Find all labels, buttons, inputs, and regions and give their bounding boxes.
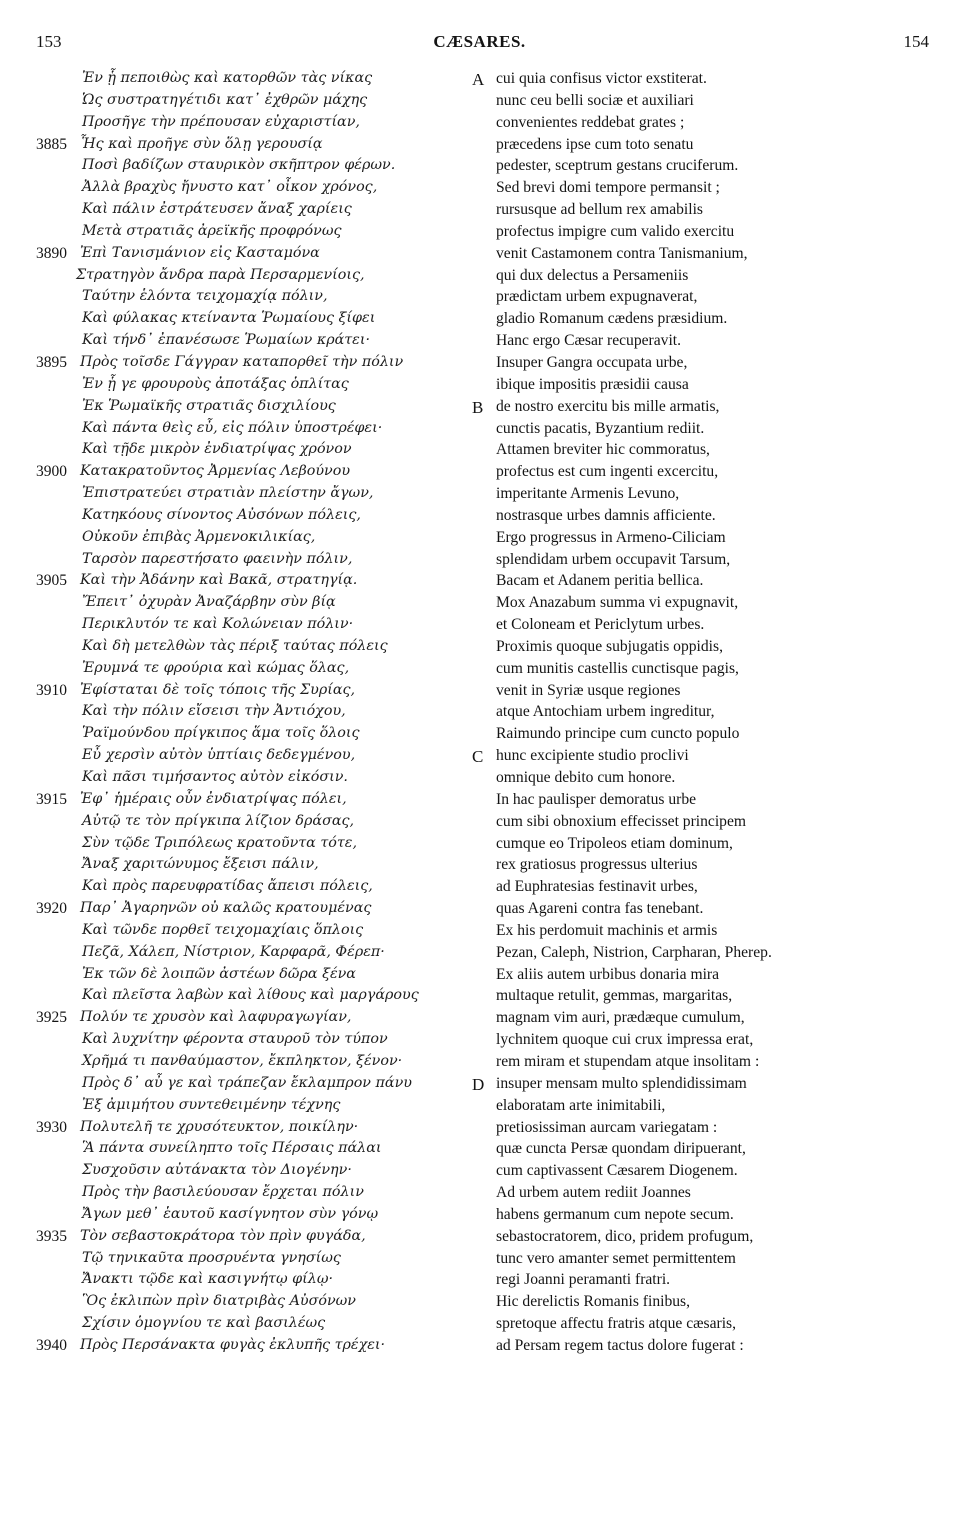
latin-translation-line: spretoque affectu fratris atque cæsaris, xyxy=(496,1315,737,1333)
greek-verse-line: Καὶ πλεῖστα λαβὼν καὶ λίθους καὶ μαργάρους xyxy=(82,987,419,1004)
text-line xyxy=(0,461,959,483)
greek-verse-line: Συσχοῦσιν αὐτάνακτα τὸν Διογένην· xyxy=(82,1162,352,1179)
text-line xyxy=(0,1248,959,1270)
latin-translation-line: quæ cuncta Persæ quondam diripuerant, xyxy=(496,1140,746,1158)
text-line xyxy=(0,701,959,723)
text-line xyxy=(0,549,959,571)
latin-translation-line: præcedens ipse cum toto senatu xyxy=(496,135,694,153)
text-line xyxy=(0,418,959,440)
greek-verse-line: Καὶ πᾶσι τιμήσαντος αὐτὸν εἰκόσιν. xyxy=(82,769,348,785)
latin-translation-line: prædictam urbem expugnaverat, xyxy=(496,288,698,306)
greek-verse-line: Ἐκ Ῥωμαϊκῆς στρατιᾶς δισχιλίους xyxy=(82,397,336,414)
text-line xyxy=(0,396,959,418)
text-line xyxy=(0,330,959,352)
greek-verse-line: Ἐφίσταται δὲ τοῖς τόποις τῆς Συρίας, xyxy=(80,681,356,698)
latin-translation-line: lychnitem quoque cui crux impressa erat, xyxy=(496,1031,754,1049)
text-line xyxy=(0,1095,959,1117)
greek-verse-line: Ἐκ τῶν δὲ λοιπῶν ἀστέων δῶρα ξένα xyxy=(82,965,356,982)
greek-verse-line: Ὡς συστρατηγέτιδι κατ᾽ ἐχθρῶν μάχης xyxy=(82,91,368,108)
text-line xyxy=(0,680,959,702)
latin-translation-line: habens germanum cum nepote secum. xyxy=(496,1205,734,1223)
text-line xyxy=(0,527,959,549)
text-line xyxy=(0,1073,959,1095)
greek-verse-line: Πολυτελῆ τε χρυσότευκτον, ποικίλην· xyxy=(80,1118,359,1135)
greek-verse-line: Περικλυτόν τε καὶ Κολώνειαν πόλιν· xyxy=(82,616,354,633)
latin-translation-line: cunctis pacatis, Byzantium rediit. xyxy=(496,419,705,437)
text-body xyxy=(0,68,959,1357)
text-line xyxy=(0,942,959,964)
text-line xyxy=(0,789,959,811)
latin-translation-line: magnam vim auri, prædæque cumulum, xyxy=(496,1009,745,1027)
verse-number: 3895 xyxy=(36,353,67,371)
greek-verse-line: Καὶ πάλιν ἐστράτευσεν ἄναξ χαρίεις xyxy=(82,201,352,218)
verse-number: 3935 xyxy=(36,1227,67,1245)
greek-verse-line: Ἐν ᾗ γε φρουροὺς ἀποτάξας ὁπλίτας xyxy=(82,375,349,392)
text-line xyxy=(0,898,959,920)
greek-verse-line: Καὶ τὴν Ἀδάνην καὶ Βακᾶ, στρατηγίᾳ. xyxy=(80,572,358,589)
text-line xyxy=(0,876,959,898)
text-line xyxy=(0,636,959,658)
latin-translation-line: tunc vero amanter semet permittentem xyxy=(496,1249,736,1267)
greek-verse-line: Καὶ τῇδε μικρὸν ἐνδιατρίψας χρόνον xyxy=(82,441,352,458)
section-marker: B xyxy=(472,397,484,417)
latin-translation-line: ad Euphratesias festinavit urbes, xyxy=(496,878,698,896)
text-line xyxy=(0,1051,959,1073)
greek-verse-line: Ἐφ᾽ ἡμέραις οὖν ἐνδιατρίψας πόλει, xyxy=(80,790,347,807)
latin-translation-line: qui dux delectus a Persameniis xyxy=(496,266,689,284)
greek-verse-line: Παρ᾽ Ἀγαρηνῶν οὐ καλῶς κρατουμένας xyxy=(80,900,372,917)
text-line xyxy=(0,1226,959,1248)
greek-verse-line: Κατακρατοῦντος Ἀρμενίας Λεβούνου xyxy=(80,463,351,480)
latin-translation-line: Ad urbem autem rediit Joannes xyxy=(496,1184,691,1202)
latin-translation-line: Sed brevi domi tempore permansit ; xyxy=(496,179,720,197)
text-line xyxy=(0,570,959,592)
text-line xyxy=(0,439,959,461)
latin-translation-line: cum captivassent Cæsarem Diogenem. xyxy=(496,1162,738,1180)
verse-number: 3925 xyxy=(36,1009,67,1027)
greek-verse-line: Ἐν ᾗ πεποιθὼς καὶ κατορθῶν τὰς νίκας xyxy=(82,70,373,86)
greek-verse-line: Τῷ τηνικαῦτα προσρυέντα γνησίως xyxy=(82,1249,341,1266)
latin-translation-line: Attamen breviter hic commoratus, xyxy=(496,441,710,459)
latin-translation-line: ad Persam regem tactus dolore fugerat : xyxy=(496,1336,744,1354)
greek-verse-line: Πρὸς τοῖσδε Γάγγραν καταπορθεῖ τὴν πόλιν xyxy=(80,353,404,370)
text-line xyxy=(0,767,959,789)
text-line xyxy=(0,483,959,505)
text-line xyxy=(0,90,959,112)
greek-verse-line: Καὶ τήνδ᾽ ἐπανέσωσε Ῥωμαίων κράτει· xyxy=(82,332,370,349)
latin-translation-line: Bacam et Adanem peritia bellica. xyxy=(496,572,704,590)
greek-verse-line: Τὸν σεβαστοκράτορα τὸν πρὶν φυγάδα, xyxy=(80,1227,366,1244)
text-line xyxy=(0,243,959,265)
greek-verse-line: Ἐπὶ Τανισμάνιον εἰς Κασταμόνα xyxy=(80,244,320,261)
text-line xyxy=(0,134,959,156)
text-line xyxy=(0,811,959,833)
greek-verse-line: Κατηκόους σίνοντος Αὐσόνων πόλεις, xyxy=(82,506,361,523)
text-line xyxy=(0,854,959,876)
latin-translation-line: Proximis quoque subjugatis oppidis, xyxy=(496,637,723,655)
verse-number: 3940 xyxy=(36,1336,67,1354)
text-line xyxy=(0,614,959,636)
greek-verse-line: Ταύτην ἑλόντα τειχομαχίᾳ πόλιν, xyxy=(82,288,328,305)
text-line xyxy=(0,221,959,243)
text-line xyxy=(0,265,959,287)
text-line xyxy=(0,920,959,942)
text-line xyxy=(0,1007,959,1029)
latin-translation-line: imperitante Armenis Levuno, xyxy=(496,485,680,503)
latin-translation-line: venit in Syriæ usque regiones xyxy=(496,681,681,699)
text-line xyxy=(0,723,959,745)
greek-verse-line: Ἐπιστρατεύει στρατιὰν πλείστην ἄγων, xyxy=(82,485,374,502)
latin-translation-line: Mox Anazabum summa vi expugnavit, xyxy=(496,594,739,612)
greek-verse-line: Καὶ τῶνδε πορθεῖ τειχομαχίαις ὅπλοις xyxy=(82,921,364,938)
greek-verse-line: Πρὸς Περσάνακτα φυγὰς ἐκλυπῆς τρέχει· xyxy=(80,1336,386,1353)
text-line xyxy=(0,1029,959,1051)
greek-verse-line: Εὖ χερσὶν αὐτὸν ὑπτίαις δεδεγμένου, xyxy=(82,747,356,764)
text-line xyxy=(0,374,959,396)
greek-verse-line: Οὐκοῦν ἐπιβὰς Ἀρμενοκιλικίας, xyxy=(82,528,316,545)
latin-translation-line: multaque retulit, gemmas, margaritas, xyxy=(496,987,733,1005)
latin-translation-line: profectus est cum ingenti excercitu, xyxy=(496,463,719,481)
text-line xyxy=(0,833,959,855)
verse-number: 3915 xyxy=(36,790,67,808)
latin-translation-line: regi Joanni peramanti fratri. xyxy=(496,1271,671,1289)
greek-verse-line: Καὶ πάντα θεὶς εὖ, εἰς πόλιν ὑποστρέφει· xyxy=(82,419,383,436)
text-line xyxy=(0,505,959,527)
text-line xyxy=(0,1291,959,1313)
latin-translation-line: Insuper Gangra occupata urbe, xyxy=(496,353,688,371)
text-line xyxy=(0,1335,959,1357)
text-line xyxy=(0,286,959,308)
latin-translation-line: omnique debito cum honore. xyxy=(496,769,676,786)
greek-verse-line: Ποσὶ βαδίζων σταυρικὸν σκῆπτρον φέρων. xyxy=(82,157,396,174)
latin-translation-line: convenientes reddebat grates ; xyxy=(496,113,685,131)
latin-translation-line: Ex aliis autem urbibus donaria mira xyxy=(496,965,720,983)
greek-verse-line: Πεζᾶ, Χάλεπ, Νίστριον, Καρφαρᾶ, Φέρεπ· xyxy=(82,943,385,960)
greek-verse-line: Καὶ τὴν πόλιν εἴσεισι τὴν Ἀντιόχου, xyxy=(82,703,346,720)
left-page-number: 153 xyxy=(36,32,62,51)
text-line xyxy=(0,658,959,680)
latin-translation-line: Raimundo principe cum cuncto populo xyxy=(496,725,740,743)
greek-verse-line: Καὶ φύλακας κτείναντα Ῥωμαίους ξίφει xyxy=(82,310,376,327)
right-page-number: 154 xyxy=(903,32,929,51)
latin-translation-line: nostrasque urbes damnis afficiente. xyxy=(496,506,716,524)
latin-translation-line: cui quia confisus victor exstiterat. xyxy=(496,70,707,87)
latin-translation-line: profectus impigre cum valido exercitu xyxy=(496,222,735,240)
greek-verse-line: Σχίσιν ὁμογνίου τε καὶ βασιλέως xyxy=(82,1315,326,1332)
latin-translation-line: rem miram et stupendam atque insolitam : xyxy=(496,1052,760,1070)
verse-number: 3930 xyxy=(36,1118,67,1136)
latin-translation-line: cumque eo Tripoleos etiam dominum, xyxy=(496,834,733,852)
latin-translation-line: elaboratam arte inimitabili, xyxy=(496,1096,666,1114)
latin-translation-line: cum munitis castellis cunctisque pagis, xyxy=(496,659,739,677)
greek-verse-line: Ταρσὸν παρεστήσατο φαεινὴν πόλιν, xyxy=(82,550,353,567)
section-marker: D xyxy=(472,1074,485,1094)
verse-number: 3885 xyxy=(36,135,67,153)
greek-verse-line: Καὶ δὴ μετελθὼν τὰς πέριξ ταύτας πόλεις xyxy=(82,637,388,654)
greek-verse-line: Ἄγων μεθ᾽ ἑαυτοῦ κασίγνητον σὺν γόνῳ xyxy=(82,1205,379,1222)
greek-verse-line: Ἀλλὰ βραχὺς ἤνυστο κατ᾽ οἶκον χρόνος, xyxy=(82,179,378,196)
greek-verse-line: Πρὸς δ᾽ αὖ γε καὶ τράπεζαν ἔκλαμπρον πάνυ xyxy=(82,1074,412,1091)
latin-translation-line: atque Antochiam urbem ingreditur, xyxy=(496,703,715,721)
latin-translation-line: Hic derelictis Romanis finibus, xyxy=(496,1293,691,1311)
latin-translation-line: venit Castamonem contra Tanismanium, xyxy=(496,244,748,262)
text-line xyxy=(0,199,959,221)
greek-verse-line: Προσῆγε τὴν πρέπουσαν εὐχαριστίαν, xyxy=(82,113,360,130)
text-line xyxy=(0,1313,959,1335)
text-line xyxy=(0,985,959,1007)
running-title: CÆSARES. xyxy=(433,32,526,51)
greek-verse-line: Ἄνακτι τῷδε καὶ κασιγνήτῳ φίλῳ· xyxy=(82,1271,334,1288)
latin-translation-line: quas Agareni contra fas tenebant. xyxy=(496,900,704,918)
text-line xyxy=(0,177,959,199)
greek-verse-line: Χρῆμά τι πανθαύμαστον, ἔκπληκτον, ξένον· xyxy=(82,1052,403,1069)
text-line xyxy=(0,1204,959,1226)
greek-verse-line: Αὐτῷ τε τὸν πρίγκιπα λίζιον δράσας, xyxy=(82,812,355,829)
text-line xyxy=(0,1182,959,1204)
latin-translation-line: rursusque ad bellum rex amabilis xyxy=(496,201,703,219)
latin-translation-line: sebastocratorem, dico, pridem profugum, xyxy=(496,1227,754,1245)
greek-verse-line: Ἄναξ χαριτώνυμος ἔξεισι πάλιν, xyxy=(82,856,319,873)
latin-translation-line: In hac paulisper demoratus urbe xyxy=(496,790,697,808)
greek-verse-line: Ὃς ἐκλιπὼν πρὶν διατριβὰς Αὐσόνων xyxy=(82,1293,357,1310)
latin-translation-line: ibique impositis præsidii causa xyxy=(496,375,689,393)
greek-verse-line: Πρὸς τὴν βασιλεύουσαν ἔρχεται πόλιν xyxy=(82,1184,364,1201)
text-line xyxy=(0,592,959,614)
greek-verse-line: Μετὰ στρατιᾶς ἀρεϊκῆς προφρόνως xyxy=(82,222,342,239)
greek-verse-line: Ἃ πάντα συνείληπτο τοῖς Πέρσαις πάλαι xyxy=(82,1140,382,1157)
text-line xyxy=(0,1138,959,1160)
greek-verse-line: Καὶ πρὸς παρευφρατίδας ἄπεισι πόλεις, xyxy=(82,878,373,895)
text-line xyxy=(0,1117,959,1139)
text-line xyxy=(0,112,959,134)
greek-verse-line: Στρατηγὸν ἄνδρα παρὰ Περσαρμενίοις, xyxy=(76,266,365,283)
text-line xyxy=(0,1160,959,1182)
latin-translation-line: et Coloneam et Periclytum urbes. xyxy=(496,616,705,634)
latin-translation-line: pretiosissiman aurcam variegatam : xyxy=(496,1118,718,1136)
latin-translation-line: hunc excipiente studio proclivi xyxy=(496,747,689,765)
greek-verse-line: Ἧς καὶ προῆγε σὺν ὅλῃ γερουσίᾳ xyxy=(80,135,323,152)
latin-translation-line: Hanc ergo Cæsar recuperavit. xyxy=(496,332,682,350)
latin-translation-line: cum sibi obnoxium effecisset principem xyxy=(496,812,747,830)
greek-verse-line: Ἔπειτ᾽ ὀχυρὰν Ἀναζάρβην σὺν βίᾳ xyxy=(82,594,336,611)
verse-number: 3910 xyxy=(36,681,67,699)
text-line xyxy=(0,68,959,90)
latin-translation-line: gladio Romanum cædens præsidium. xyxy=(496,310,728,328)
latin-translation-line: pedester, sceptrum gestans cruciferum. xyxy=(496,157,739,175)
text-line xyxy=(0,1269,959,1291)
latin-translation-line: de nostro exercitu bis mille armatis, xyxy=(496,397,720,415)
verse-number: 3900 xyxy=(36,463,67,481)
text-line xyxy=(0,964,959,986)
greek-verse-line: Πολύν τε χρυσὸν καὶ λαφυραγωγίαν, xyxy=(80,1009,352,1026)
text-line xyxy=(0,155,959,177)
greek-verse-line: Σὺν τῷδε Τριπόλεως κρατοῦντα τότε, xyxy=(82,834,358,851)
greek-verse-line: Ἐρυμνά τε φρούρια καὶ κώμας ὅλας, xyxy=(82,659,350,676)
section-marker: C xyxy=(472,747,484,767)
section-marker: A xyxy=(472,70,485,89)
latin-translation-line: nunc ceu belli sociæ et auxiliari xyxy=(496,91,694,109)
latin-translation-line: insuper mensam multo splendidissimam xyxy=(496,1074,747,1092)
latin-translation-line: Pezan, Caleph, Nistrion, Carpharan, Pherep. xyxy=(496,943,772,961)
text-line xyxy=(0,745,959,767)
latin-translation-line: splendidam urbem occupavit Tarsum, xyxy=(496,550,731,568)
latin-translation-line: rex gratiosus progressus ulterius xyxy=(496,856,698,874)
text-line xyxy=(0,352,959,374)
latin-translation-line: Ergo progressus in Armeno-Ciliciam xyxy=(496,528,726,546)
verse-number: 3890 xyxy=(36,244,67,262)
greek-verse-line: Ῥαϊμούνδου πρίγκιπος ἅμα τοῖς ὅλοις xyxy=(82,725,360,742)
greek-verse-line: Ἐξ ἀμιμήτου συντεθειμένην τέχνης xyxy=(82,1096,341,1113)
verse-number: 3920 xyxy=(36,900,67,918)
verse-number: 3905 xyxy=(36,572,67,590)
latin-translation-line: Ex his perdomuit machinis et armis xyxy=(496,921,718,939)
text-line xyxy=(0,308,959,330)
greek-verse-line: Καὶ λυχνίτην φέροντα σταυροῦ τὸν τύπον xyxy=(82,1031,388,1048)
